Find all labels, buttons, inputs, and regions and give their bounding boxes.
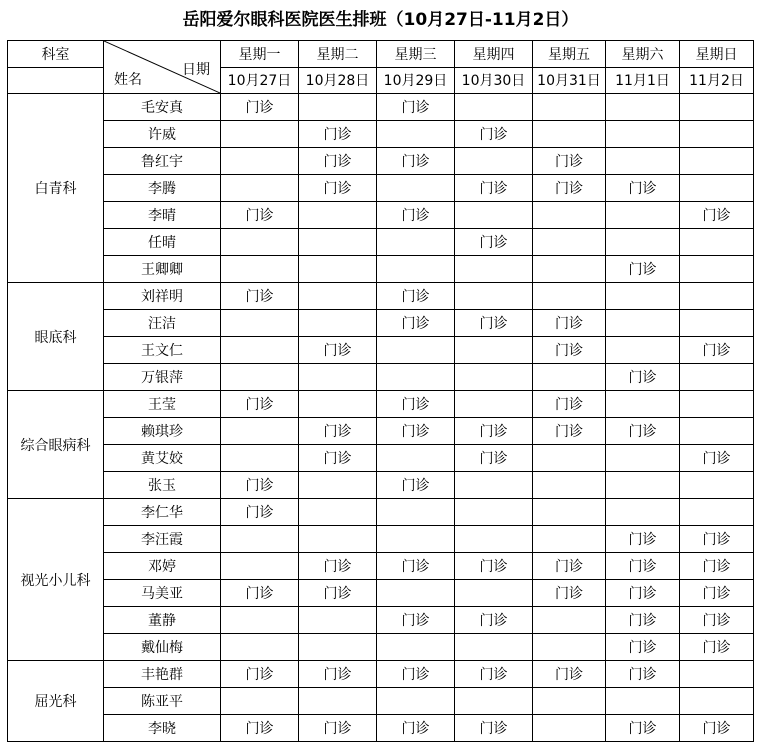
table-row — [8, 445, 754, 472]
date-label: 日期 — [182, 62, 210, 78]
doctor-name-cell: 王莹 — [104, 391, 221, 418]
shift-cell: 门诊 — [680, 202, 754, 229]
date-header: 10月27日 — [221, 67, 299, 94]
shift-cell — [299, 526, 377, 553]
shift-cell — [221, 526, 299, 553]
shift-cell: 门诊 — [221, 580, 299, 607]
shift-cell — [606, 310, 680, 337]
doctor-name-cell: 邓婷 — [104, 553, 221, 580]
doctor-name-cell: 许威 — [104, 121, 221, 148]
weekday-header: 星期二 — [299, 41, 377, 68]
doctor-name-cell: 马美亚 — [104, 580, 221, 607]
shift-cell: 门诊 — [680, 553, 754, 580]
doctor-name-cell: 李仁华 — [104, 499, 221, 526]
table-row — [8, 310, 754, 337]
dept-header-spacer — [8, 67, 104, 94]
shift-cell: 门诊 — [533, 418, 606, 445]
doctor-name-cell: 赖琪珍 — [104, 418, 221, 445]
shift-cell: 门诊 — [606, 607, 680, 634]
shift-cell — [377, 445, 455, 472]
shift-cell: 门诊 — [299, 661, 377, 688]
shift-cell: 门诊 — [221, 202, 299, 229]
shift-cell — [680, 94, 754, 121]
shift-cell: 门诊 — [533, 310, 606, 337]
table-row — [8, 607, 754, 634]
weekday-header: 星期一 — [221, 41, 299, 68]
shift-cell — [377, 526, 455, 553]
shift-cell — [533, 121, 606, 148]
doctor-name-cell: 李晓 — [104, 715, 221, 742]
table-row — [8, 472, 754, 499]
shift-cell — [221, 553, 299, 580]
table-row — [8, 364, 754, 391]
table-row — [8, 283, 754, 310]
shift-cell — [533, 526, 606, 553]
schedule-table — [7, 40, 754, 742]
shift-cell — [455, 94, 533, 121]
doctor-name-cell: 汪洁 — [104, 310, 221, 337]
doctor-name-cell: 黄艾姣 — [104, 445, 221, 472]
shift-cell: 门诊 — [680, 337, 754, 364]
shift-cell: 门诊 — [221, 499, 299, 526]
shift-cell — [606, 229, 680, 256]
shift-cell — [221, 445, 299, 472]
shift-cell: 门诊 — [377, 283, 455, 310]
shift-cell: 门诊 — [455, 607, 533, 634]
shift-cell — [680, 310, 754, 337]
shift-cell — [299, 499, 377, 526]
shift-cell — [680, 283, 754, 310]
department-cell: 白青科 — [8, 94, 104, 283]
shift-cell: 门诊 — [606, 256, 680, 283]
shift-cell — [606, 472, 680, 499]
shift-cell: 门诊 — [455, 661, 533, 688]
shift-cell — [221, 607, 299, 634]
shift-cell — [221, 634, 299, 661]
shift-cell: 门诊 — [299, 175, 377, 202]
shift-cell: 门诊 — [299, 121, 377, 148]
shift-cell: 门诊 — [680, 634, 754, 661]
shift-cell — [680, 418, 754, 445]
name-date-header — [104, 41, 221, 94]
weekday-header: 星期六 — [606, 41, 680, 68]
shift-cell — [680, 364, 754, 391]
weekday-header: 星期日 — [680, 41, 754, 68]
shift-cell: 门诊 — [680, 580, 754, 607]
shift-cell — [680, 121, 754, 148]
shift-cell: 门诊 — [455, 445, 533, 472]
shift-cell — [455, 337, 533, 364]
doctor-name-cell: 王卿卿 — [104, 256, 221, 283]
shift-cell — [221, 310, 299, 337]
shift-cell: 门诊 — [377, 94, 455, 121]
weekday-header: 星期四 — [455, 41, 533, 68]
shift-cell — [606, 391, 680, 418]
shift-cell: 门诊 — [455, 175, 533, 202]
shift-cell — [533, 688, 606, 715]
shift-cell: 门诊 — [606, 661, 680, 688]
shift-cell — [221, 418, 299, 445]
table-row — [8, 418, 754, 445]
doctor-name-cell: 王文仁 — [104, 337, 221, 364]
shift-cell — [221, 337, 299, 364]
shift-cell: 门诊 — [299, 580, 377, 607]
shift-cell — [455, 202, 533, 229]
shift-cell — [606, 445, 680, 472]
table-row — [8, 553, 754, 580]
shift-cell — [377, 634, 455, 661]
shift-cell: 门诊 — [455, 418, 533, 445]
shift-cell — [680, 175, 754, 202]
shift-cell — [455, 283, 533, 310]
shift-cell: 门诊 — [680, 526, 754, 553]
shift-cell — [533, 607, 606, 634]
weekday-header: 星期三 — [377, 41, 455, 68]
shift-cell — [680, 472, 754, 499]
shift-cell: 门诊 — [377, 202, 455, 229]
shift-cell: 门诊 — [606, 364, 680, 391]
table-row — [8, 580, 754, 607]
shift-cell — [299, 310, 377, 337]
shift-cell: 门诊 — [533, 661, 606, 688]
shift-cell — [377, 121, 455, 148]
shift-cell — [606, 94, 680, 121]
shift-cell: 门诊 — [455, 553, 533, 580]
shift-cell — [533, 634, 606, 661]
doctor-name-cell: 丰艳群 — [104, 661, 221, 688]
shift-cell — [299, 607, 377, 634]
shift-cell — [455, 391, 533, 418]
department-cell: 屈光科 — [8, 661, 104, 742]
shift-cell: 门诊 — [299, 337, 377, 364]
shift-cell — [299, 283, 377, 310]
shift-cell: 门诊 — [221, 94, 299, 121]
table-row — [8, 337, 754, 364]
shift-cell — [221, 256, 299, 283]
doctor-name-cell: 李汪霞 — [104, 526, 221, 553]
shift-cell — [377, 337, 455, 364]
shift-cell — [299, 688, 377, 715]
doctor-name-cell: 李腾 — [104, 175, 221, 202]
table-row — [8, 94, 754, 121]
department-cell: 视光小儿科 — [8, 499, 104, 661]
shift-cell: 门诊 — [606, 553, 680, 580]
table-row — [8, 391, 754, 418]
shift-cell — [299, 391, 377, 418]
shift-cell: 门诊 — [377, 607, 455, 634]
shift-cell — [455, 256, 533, 283]
shift-cell — [455, 688, 533, 715]
shift-cell — [606, 202, 680, 229]
table-row — [8, 499, 754, 526]
doctor-name-cell: 鲁红宇 — [104, 148, 221, 175]
table-row — [8, 688, 754, 715]
shift-cell: 门诊 — [221, 715, 299, 742]
shift-cell: 门诊 — [377, 715, 455, 742]
shift-cell: 门诊 — [606, 634, 680, 661]
table-row — [8, 148, 754, 175]
table-row — [8, 526, 754, 553]
shift-cell — [455, 526, 533, 553]
shift-cell — [299, 634, 377, 661]
shift-cell — [533, 283, 606, 310]
shift-cell: 门诊 — [533, 580, 606, 607]
shift-cell — [455, 580, 533, 607]
shift-cell — [455, 148, 533, 175]
shift-cell — [680, 148, 754, 175]
shift-cell — [455, 472, 533, 499]
date-header: 10月31日 — [533, 67, 606, 94]
shift-cell — [606, 499, 680, 526]
shift-cell: 门诊 — [680, 715, 754, 742]
shift-cell — [533, 256, 606, 283]
doctor-name-cell: 戴仙梅 — [104, 634, 221, 661]
shift-cell — [455, 499, 533, 526]
doctor-name-cell: 李晴 — [104, 202, 221, 229]
shift-cell — [680, 688, 754, 715]
shift-cell — [680, 256, 754, 283]
shift-cell: 门诊 — [377, 391, 455, 418]
shift-cell: 门诊 — [533, 148, 606, 175]
table-row — [8, 175, 754, 202]
shift-cell: 门诊 — [299, 445, 377, 472]
table-row — [8, 202, 754, 229]
page-title: 岳阳爱尔眼科医院医生排班（10月27日-11月2日） — [182, 10, 579, 30]
shift-cell — [606, 337, 680, 364]
doctor-name-cell: 张玉 — [104, 472, 221, 499]
shift-cell — [221, 229, 299, 256]
shift-cell: 门诊 — [455, 715, 533, 742]
shift-cell: 门诊 — [377, 472, 455, 499]
header-row-weekdays — [8, 41, 754, 68]
date-header: 11月2日 — [680, 67, 754, 94]
shift-cell: 门诊 — [606, 175, 680, 202]
shift-cell: 门诊 — [606, 715, 680, 742]
shift-cell — [299, 364, 377, 391]
shift-cell: 门诊 — [299, 715, 377, 742]
date-header: 10月28日 — [299, 67, 377, 94]
shift-cell — [680, 391, 754, 418]
shift-cell: 门诊 — [680, 445, 754, 472]
doctor-name-cell: 陈亚平 — [104, 688, 221, 715]
table-row — [8, 121, 754, 148]
date-header: 11月1日 — [606, 67, 680, 94]
shift-cell: 门诊 — [299, 553, 377, 580]
shift-cell — [533, 94, 606, 121]
shift-cell — [221, 364, 299, 391]
shift-cell — [377, 364, 455, 391]
shift-cell: 门诊 — [533, 553, 606, 580]
shift-cell: 门诊 — [377, 148, 455, 175]
doctor-name-cell: 万银萍 — [104, 364, 221, 391]
shift-cell — [606, 283, 680, 310]
shift-cell — [377, 499, 455, 526]
shift-cell — [377, 580, 455, 607]
shift-cell — [606, 148, 680, 175]
shift-cell: 门诊 — [377, 553, 455, 580]
date-header: 10月30日 — [455, 67, 533, 94]
shift-cell — [299, 202, 377, 229]
shift-cell — [377, 688, 455, 715]
shift-cell: 门诊 — [377, 661, 455, 688]
table-row — [8, 229, 754, 256]
shift-cell — [299, 94, 377, 121]
shift-cell — [533, 499, 606, 526]
date-header: 10月29日 — [377, 67, 455, 94]
weekday-header: 星期五 — [533, 41, 606, 68]
dept-header: 科室 — [8, 41, 104, 68]
shift-cell — [533, 364, 606, 391]
table-row — [8, 661, 754, 688]
shift-cell — [221, 148, 299, 175]
shift-cell: 门诊 — [299, 418, 377, 445]
shift-cell — [221, 688, 299, 715]
shift-cell — [299, 229, 377, 256]
shift-cell — [299, 472, 377, 499]
table-row — [8, 256, 754, 283]
shift-cell: 门诊 — [299, 148, 377, 175]
shift-cell — [455, 634, 533, 661]
shift-cell — [606, 121, 680, 148]
shift-cell — [533, 715, 606, 742]
shift-cell — [606, 688, 680, 715]
shift-cell: 门诊 — [377, 418, 455, 445]
shift-cell: 门诊 — [221, 661, 299, 688]
shift-cell — [533, 202, 606, 229]
shift-cell — [221, 175, 299, 202]
shift-cell — [533, 472, 606, 499]
shift-cell — [533, 229, 606, 256]
doctor-name-cell: 任晴 — [104, 229, 221, 256]
shift-cell: 门诊 — [533, 391, 606, 418]
shift-cell — [533, 445, 606, 472]
doctor-name-cell: 毛安真 — [104, 94, 221, 121]
table-row — [8, 715, 754, 742]
shift-cell — [680, 499, 754, 526]
doctor-name-cell: 董静 — [104, 607, 221, 634]
doctor-name-cell: 刘祥明 — [104, 283, 221, 310]
department-cell: 综合眼病科 — [8, 391, 104, 499]
shift-cell: 门诊 — [533, 337, 606, 364]
shift-cell: 门诊 — [533, 175, 606, 202]
shift-cell: 门诊 — [606, 526, 680, 553]
shift-cell: 门诊 — [221, 472, 299, 499]
shift-cell — [680, 661, 754, 688]
table-row — [8, 634, 754, 661]
shift-cell: 门诊 — [377, 310, 455, 337]
shift-cell — [680, 229, 754, 256]
shift-cell: 门诊 — [606, 580, 680, 607]
shift-cell — [377, 256, 455, 283]
shift-cell — [377, 229, 455, 256]
shift-cell — [221, 121, 299, 148]
department-cell: 眼底科 — [8, 283, 104, 391]
shift-cell — [299, 256, 377, 283]
shift-cell: 门诊 — [680, 607, 754, 634]
name-label: 姓名 — [114, 72, 142, 88]
shift-cell: 门诊 — [455, 310, 533, 337]
shift-cell: 门诊 — [221, 283, 299, 310]
shift-cell: 门诊 — [455, 229, 533, 256]
shift-cell: 门诊 — [455, 121, 533, 148]
shift-cell — [455, 364, 533, 391]
shift-cell: 门诊 — [606, 418, 680, 445]
shift-cell — [377, 175, 455, 202]
shift-cell: 门诊 — [221, 391, 299, 418]
